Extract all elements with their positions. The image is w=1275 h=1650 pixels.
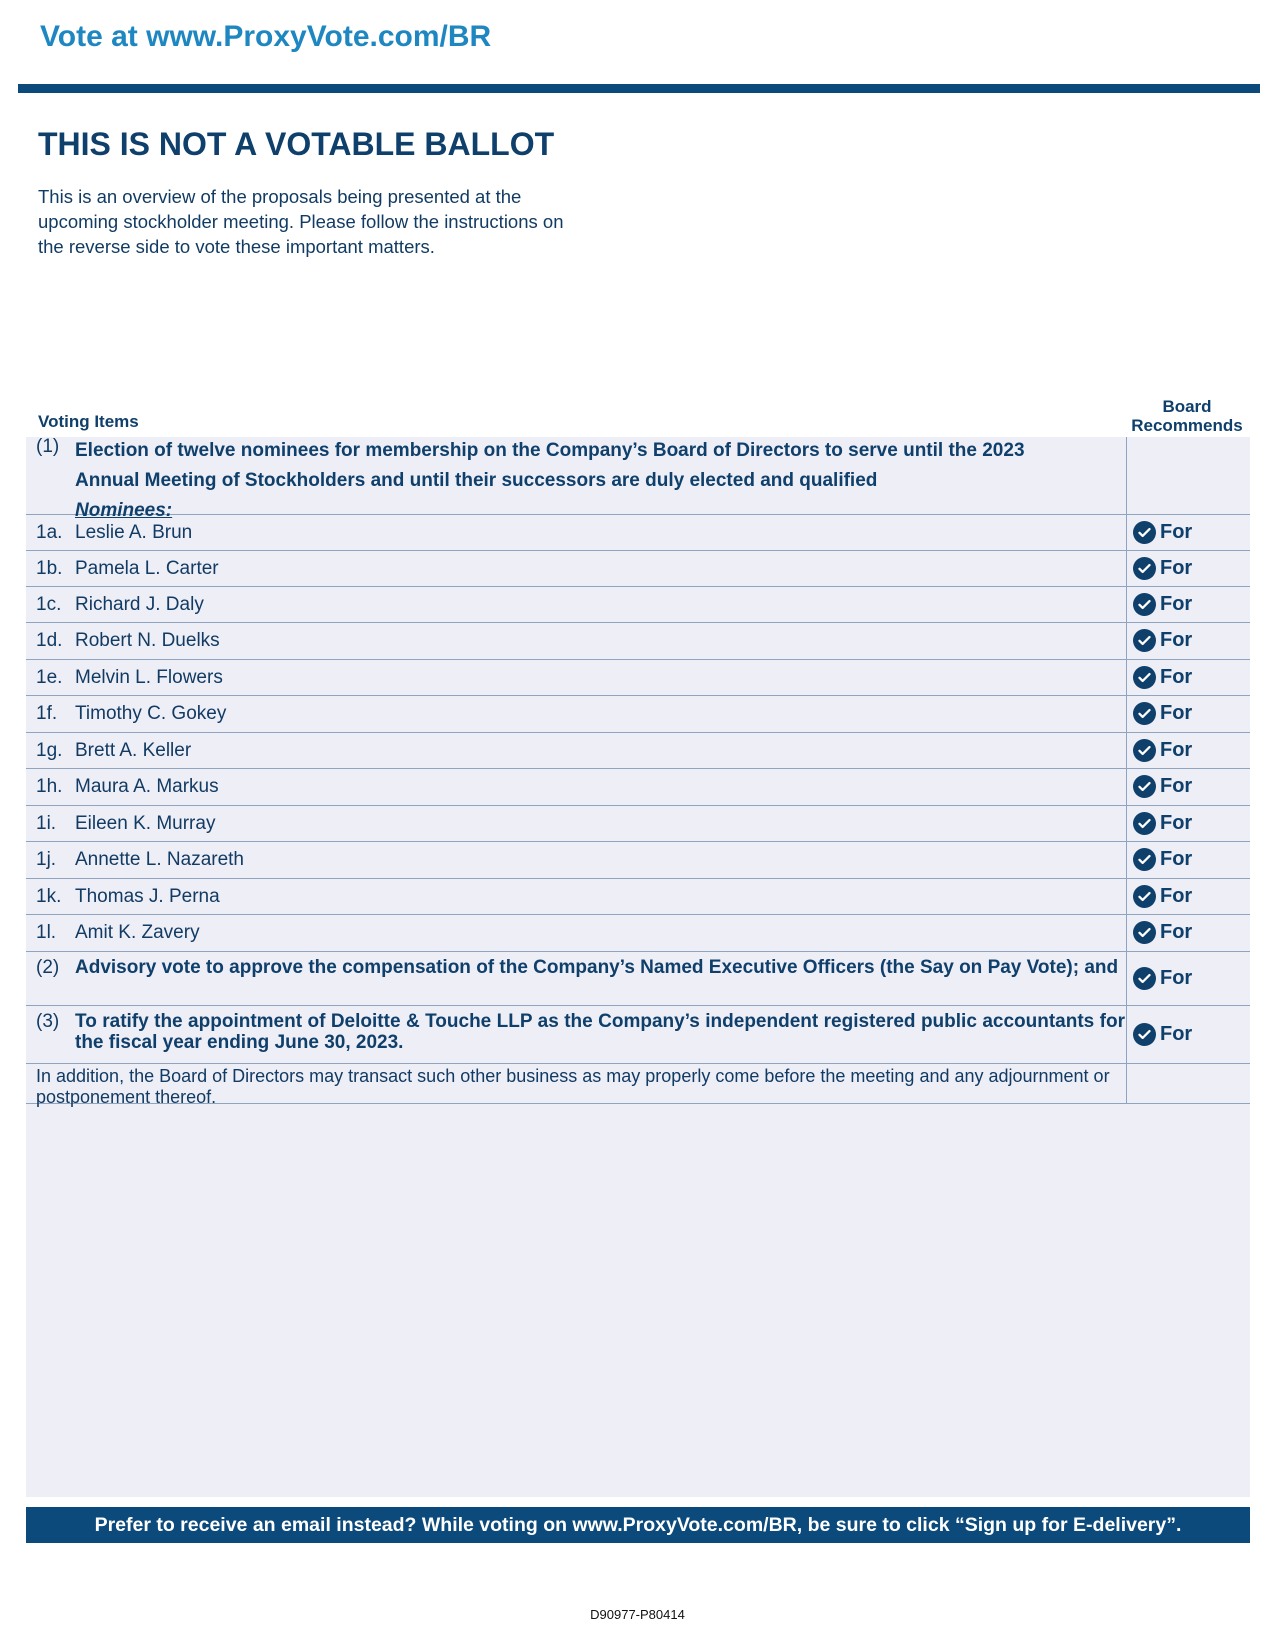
board-recommendation xyxy=(1133,775,1192,798)
recommendation-label: For xyxy=(1160,775,1193,797)
nominee-number: 1a. xyxy=(36,522,63,543)
intro-line: upcoming stockholder meeting. Please follow the instructions on xyxy=(38,211,564,232)
proposal-2-text: Advisory vote to approve the compensation of the Company’s Named Executive Officers (the Say on Pay Vote); and xyxy=(75,957,1119,978)
nominee-number: 1g. xyxy=(36,740,63,761)
checkmark-icon xyxy=(1133,775,1156,798)
board-recommendation xyxy=(1133,557,1192,580)
proposal-number: (1) xyxy=(36,436,60,457)
intro-line: the reverse side to vote these important matters. xyxy=(38,236,435,257)
proposal-1-line: Election of twelve nominees for membership on the Company’s Board of Directors to serve until the 2023 xyxy=(75,440,1025,461)
intro-text xyxy=(38,184,638,259)
recommendation-label: For xyxy=(1160,885,1193,907)
proposal-3-text: To ratify the appointment of Deloitte & Touche LLP as the Company’s independent registered public accountants for the fiscal year ending June 30, 2023. xyxy=(75,1011,1125,1053)
checkmark-icon xyxy=(1133,702,1156,725)
edelivery-banner xyxy=(26,1507,1250,1543)
checkmark-icon xyxy=(1133,1023,1156,1046)
recommendation-label: For xyxy=(1160,967,1193,989)
board-recommendation xyxy=(1133,739,1192,762)
recommendation-label: For xyxy=(1160,921,1193,943)
board-recommends-header xyxy=(1122,397,1252,435)
ballot-title: THIS IS NOT A VOTABLE BALLOT xyxy=(38,126,555,162)
recommendation-label: For xyxy=(1160,666,1193,688)
document-code: D90977-P80414 xyxy=(590,1607,685,1622)
nominee-number: 1i. xyxy=(36,813,57,834)
nominee-row xyxy=(26,733,1250,769)
intro-line: This is an overview of the proposals being presented at the xyxy=(38,186,522,207)
nominee-name: Eileen K. Murray xyxy=(75,813,216,834)
nominee-number: 1e. xyxy=(36,667,63,688)
proposal-1-text xyxy=(75,436,1025,526)
board-recommendation xyxy=(1133,702,1192,725)
nominee-row xyxy=(26,806,1250,842)
nominee-name: Leslie A. Brun xyxy=(75,522,193,543)
board-recommendation xyxy=(1133,967,1192,990)
board-recommendation xyxy=(1133,666,1192,689)
checkmark-icon xyxy=(1133,885,1156,908)
nominee-name: Maura A. Markus xyxy=(75,776,219,797)
board-header-line: Board xyxy=(1162,397,1212,416)
recommendation-label: For xyxy=(1160,629,1193,651)
nominee-number: 1k. xyxy=(36,886,62,907)
board-header-line: Recommends xyxy=(1131,416,1243,435)
voting-items-header: Voting Items xyxy=(38,412,139,431)
nominee-row xyxy=(26,623,1250,660)
nominee-name: Brett A. Keller xyxy=(75,740,192,761)
board-recommendation xyxy=(1133,848,1192,871)
nominee-name: Thomas J. Perna xyxy=(75,886,220,907)
nominee-number: 1l. xyxy=(36,922,57,943)
column-divider xyxy=(1126,437,1127,1104)
nominee-name: Annette L. Nazareth xyxy=(75,849,244,870)
nominee-row xyxy=(26,587,1250,623)
proposal-1-row xyxy=(26,436,1250,521)
nominee-number: 1c. xyxy=(36,594,62,615)
nominee-name: Richard J. Daly xyxy=(75,594,204,615)
nominee-row xyxy=(26,915,1250,952)
checkmark-icon xyxy=(1133,967,1156,990)
nominee-row xyxy=(26,879,1250,915)
checkmark-icon xyxy=(1133,666,1156,689)
recommendation-label: For xyxy=(1160,702,1193,724)
recommendation-label: For xyxy=(1160,739,1193,761)
board-recommendation xyxy=(1133,1023,1192,1046)
board-recommendation xyxy=(1133,629,1192,652)
board-recommendation xyxy=(1133,921,1192,944)
nominee-name: Pamela L. Carter xyxy=(75,558,219,579)
proposal-2-row xyxy=(26,952,1250,1006)
nominee-row xyxy=(26,551,1250,587)
other-business-text: In addition, the Board of Directors may transact such other business as may properly come before the meeting and any adjournment or postponement thereof. xyxy=(36,1066,1110,1107)
nominee-number: 1h. xyxy=(36,776,63,797)
nominee-row xyxy=(26,696,1250,733)
recommendation-label: For xyxy=(1160,521,1193,543)
checkmark-icon xyxy=(1133,593,1156,616)
recommendation-label: For xyxy=(1160,557,1193,579)
recommendation-label: For xyxy=(1160,812,1193,834)
nominee-number: 1j. xyxy=(36,849,57,870)
other-business-row xyxy=(26,1064,1250,1107)
nominee-row xyxy=(26,842,1250,879)
checkmark-icon xyxy=(1133,629,1156,652)
recommendation-label: For xyxy=(1160,1023,1193,1045)
vote-url-header: Vote at www.ProxyVote.com/BR xyxy=(40,20,492,53)
proposal-number: (2) xyxy=(36,957,60,978)
nominee-number: 1d. xyxy=(36,630,63,651)
checkmark-icon xyxy=(1133,848,1156,871)
nominee-name: Timothy C. Gokey xyxy=(75,703,227,724)
board-recommendation xyxy=(1133,812,1192,835)
nominee-name: Melvin L. Flowers xyxy=(75,667,223,688)
nominee-row xyxy=(26,660,1250,696)
checkmark-icon xyxy=(1133,921,1156,944)
checkmark-icon xyxy=(1133,557,1156,580)
board-recommendation xyxy=(1133,521,1192,544)
proposal-number: (3) xyxy=(36,1011,60,1032)
nominee-name: Amit K. Zavery xyxy=(75,922,200,943)
proposal-3-row xyxy=(26,1006,1250,1064)
board-recommendation xyxy=(1133,593,1192,616)
top-divider xyxy=(18,84,1260,93)
recommendation-label: For xyxy=(1160,593,1193,615)
nominee-name: Robert N. Duelks xyxy=(75,630,220,651)
nominees-label: Nominees: xyxy=(75,500,173,521)
nominee-number: 1b. xyxy=(36,558,63,579)
recommendation-label: For xyxy=(1160,848,1193,870)
board-recommendation xyxy=(1133,885,1192,908)
nominee-row xyxy=(26,769,1250,806)
nominee-row xyxy=(26,515,1250,551)
proposal-1-line: Annual Meeting of Stockholders and until their successors are duly elected and qualified xyxy=(75,470,878,491)
checkmark-icon xyxy=(1133,521,1156,544)
checkmark-icon xyxy=(1133,739,1156,762)
nominee-number: 1f. xyxy=(36,703,58,724)
checkmark-icon xyxy=(1133,812,1156,835)
edelivery-text: Prefer to receive an email instead? While voting on www.ProxyVote.com/BR, be sure to click “Sign up for E-delivery”. xyxy=(94,1513,1182,1536)
